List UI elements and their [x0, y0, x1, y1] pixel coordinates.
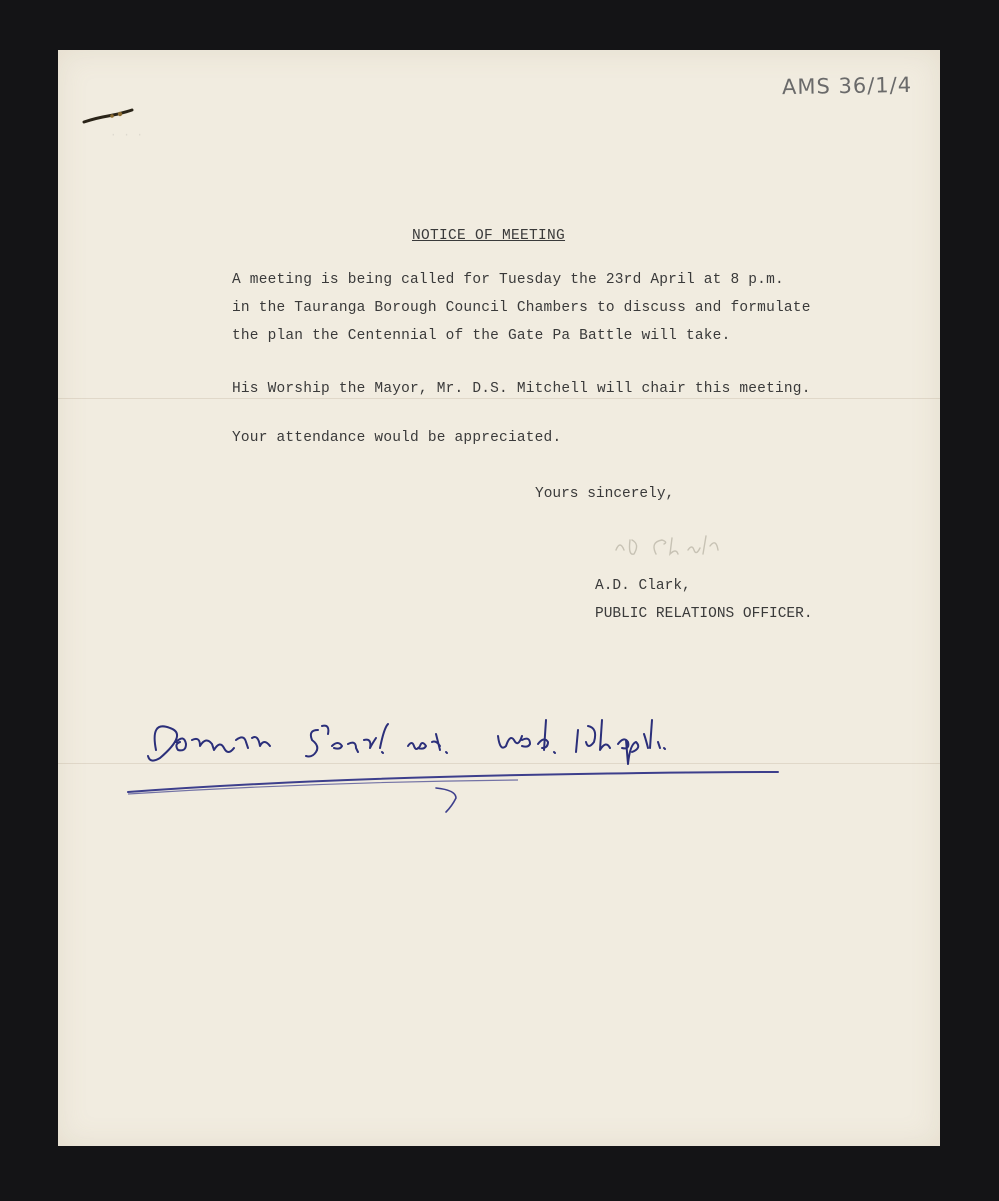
document-page	[58, 50, 940, 1146]
body-line-3: the plan the Centennial of the Gate Pa Battle will take.	[232, 328, 731, 344]
attendance-line: Your attendance would be appreciated.	[232, 430, 562, 446]
handwritten-note	[118, 690, 798, 830]
body-line-2: in the Tauranga Borough Council Chambers to discuss and formulate	[232, 300, 811, 316]
show-through-text: · · ·	[110, 130, 144, 142]
signature-scribble	[606, 528, 766, 564]
body-line-1: A meeting is being called for Tuesday the 23rd April at 8 p.m.	[232, 272, 784, 288]
notice-heading: NOTICE OF MEETING	[412, 228, 566, 244]
staple-hole-mark	[82, 106, 134, 128]
archive-reference: AMS 36/1/4	[781, 72, 913, 100]
chair-line: His Worship the Mayor, Mr. D.S. Mitchell will chair this meeting.	[232, 381, 811, 397]
signatory-title: PUBLIC RELATIONS OFFICER.	[595, 606, 813, 622]
closing-salutation: Yours sincerely,	[535, 486, 675, 502]
signatory-name: A.D. Clark,	[595, 578, 691, 594]
